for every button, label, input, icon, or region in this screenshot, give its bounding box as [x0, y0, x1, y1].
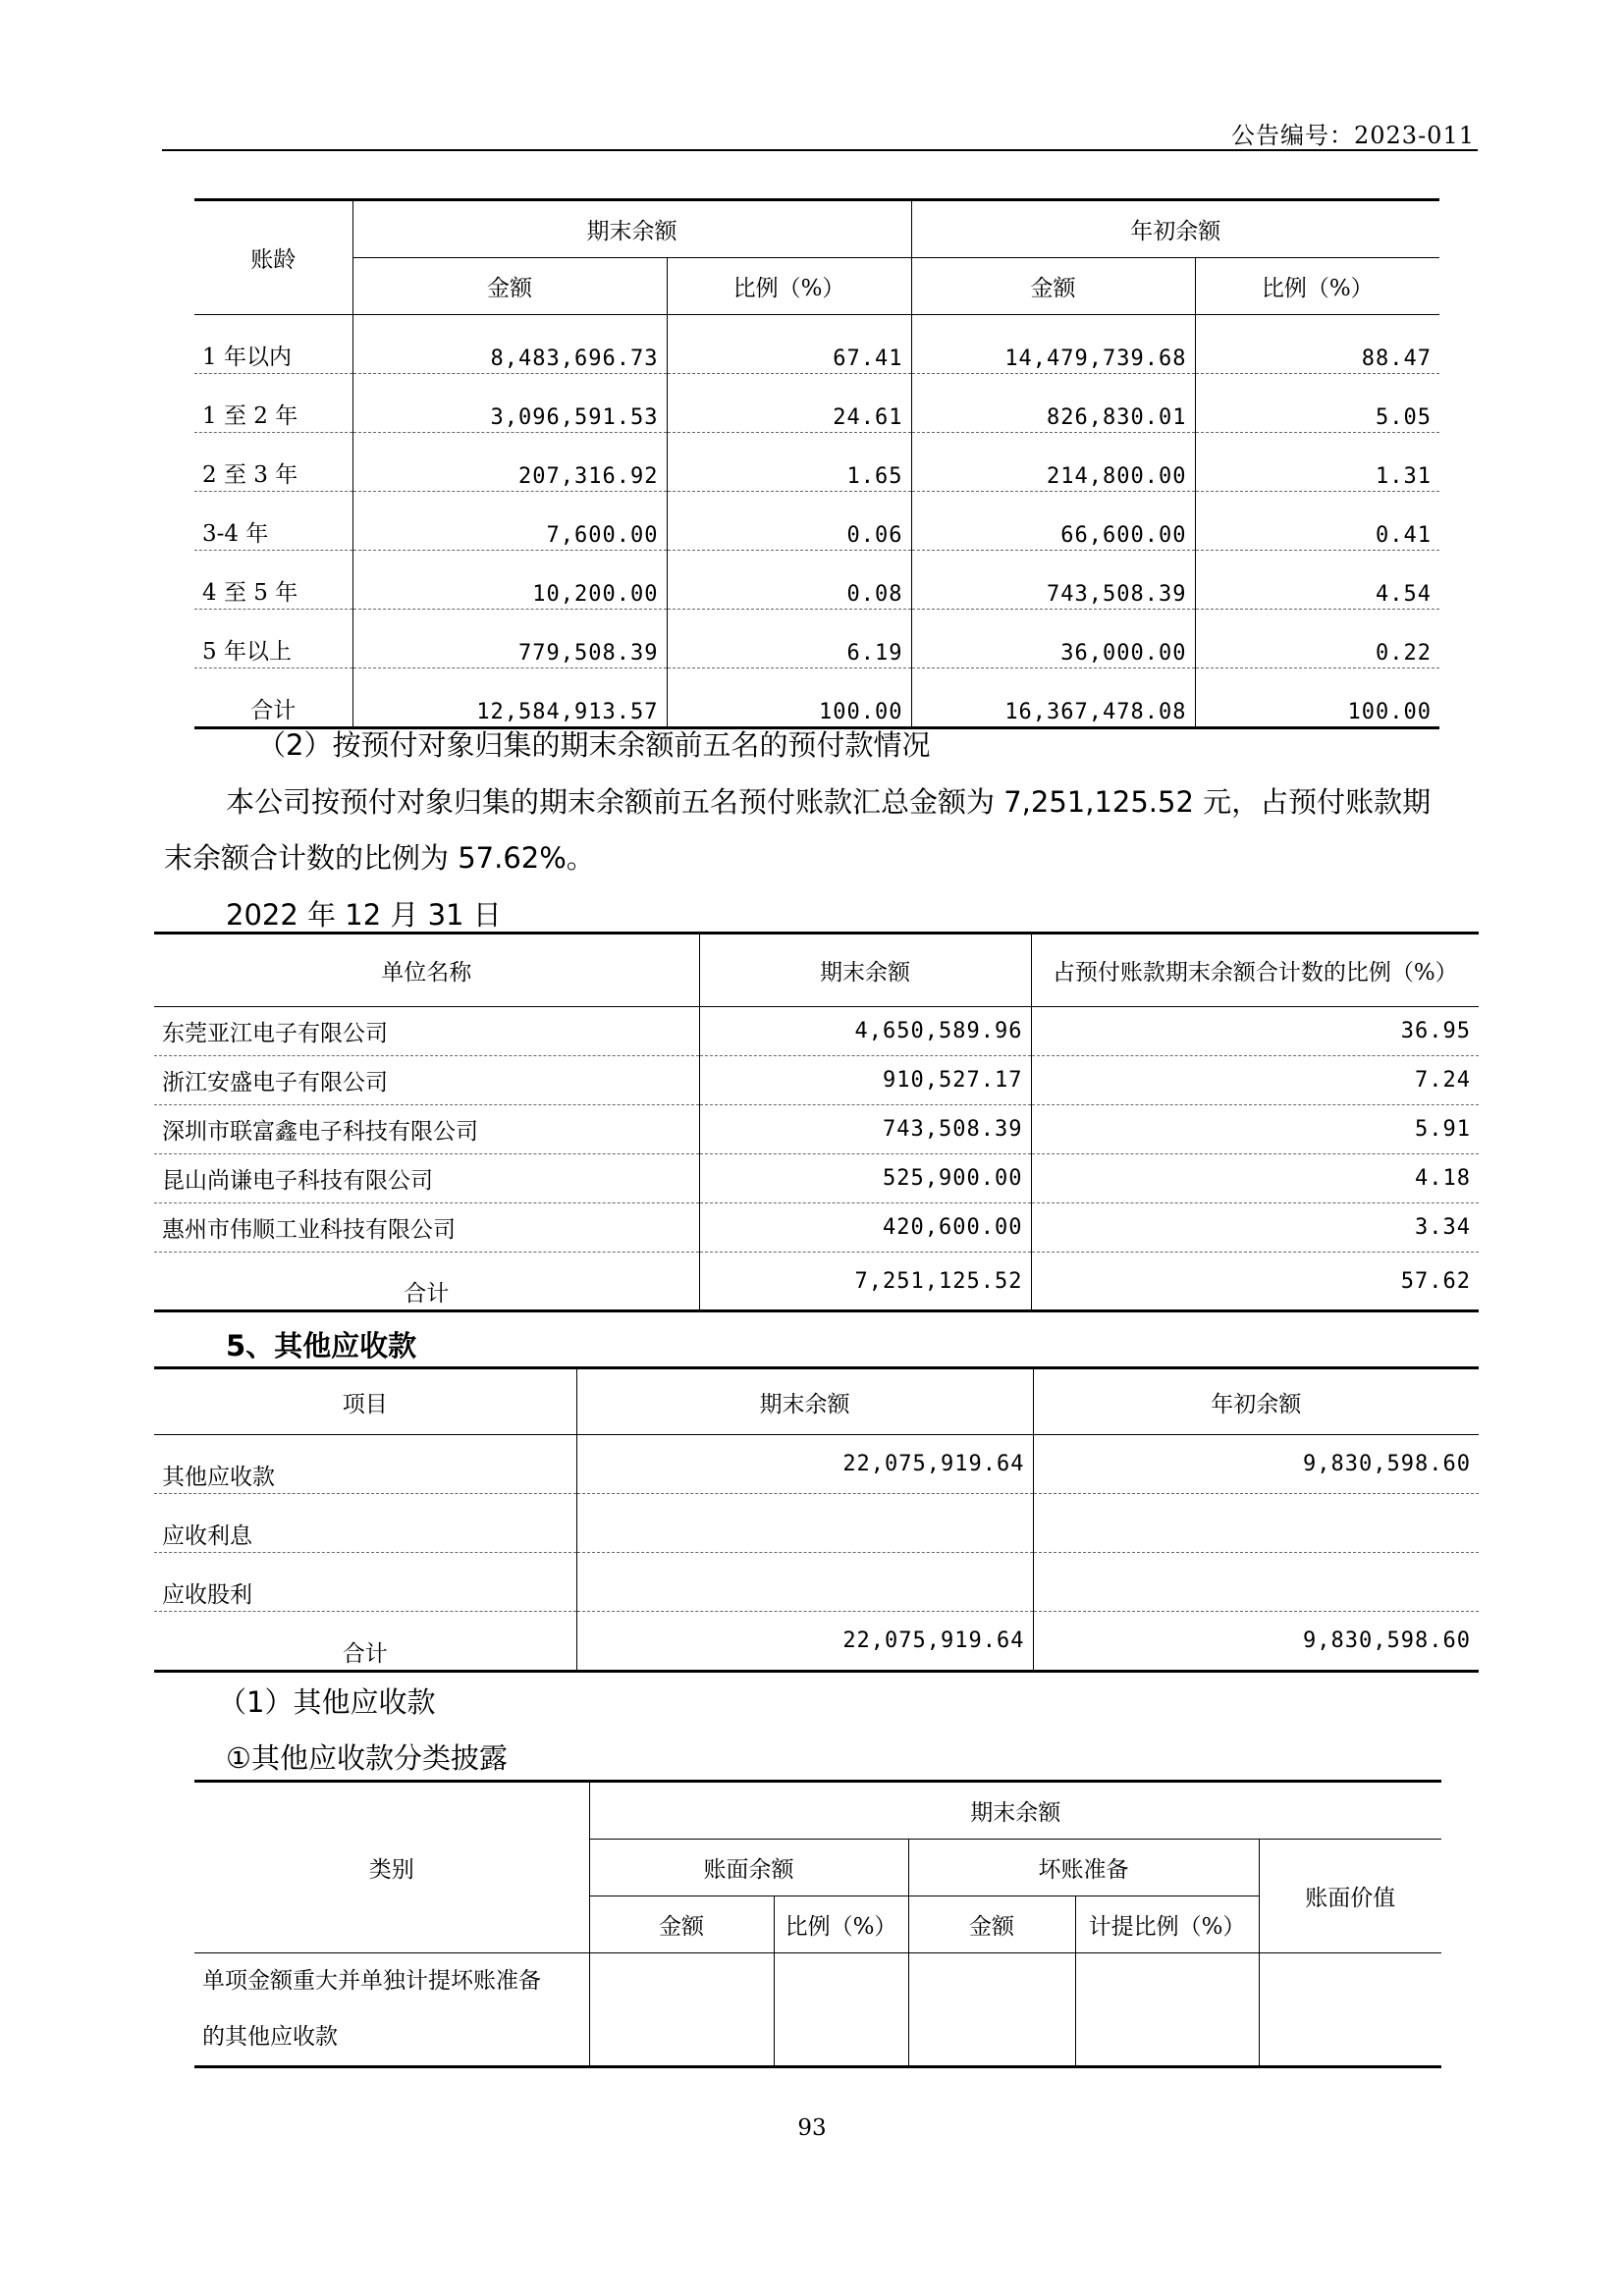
unit-name-cell: 东莞亚江电子有限公司	[154, 1007, 699, 1056]
header-accrual-ratio: 计提比例（%）	[1075, 1896, 1259, 1953]
unit-name-cell: 浙江安盛电子有限公司	[154, 1056, 699, 1105]
begin-ratio-cell: 4.54	[1195, 551, 1439, 610]
total-ratio: 57.62	[1031, 1253, 1479, 1311]
amount-cell: 525,900.00	[699, 1154, 1031, 1203]
age-cell: 3-4 年	[194, 492, 352, 551]
total-row	[154, 1253, 1479, 1311]
begin-amount-cell: 826,830.01	[911, 374, 1195, 433]
begin-ratio-cell: 5.05	[1195, 374, 1439, 433]
item-cell: 其他应收款	[154, 1435, 576, 1494]
category-line2: 的其他应收款	[202, 2024, 338, 2050]
header-bad-amount: 金额	[908, 1896, 1075, 1953]
empty-cell	[774, 1953, 908, 2067]
end-amount-cell: 779,508.39	[352, 610, 667, 668]
header-end-ratio: 比例（%）	[667, 258, 911, 315]
header-begin-balance: 年初余额	[911, 200, 1439, 258]
report-date: 2022 年 12 月 31 日	[226, 898, 502, 932]
table-row	[154, 1007, 1479, 1056]
end-cell	[576, 1553, 1033, 1612]
table-row	[194, 433, 1439, 492]
header-end-balance: 期末余额	[352, 200, 911, 258]
empty-cell	[1075, 1953, 1259, 2067]
begin-ratio-cell: 0.41	[1195, 492, 1439, 551]
begin-cell	[1033, 1553, 1479, 1612]
amount-cell: 4,650,589.96	[699, 1007, 1031, 1056]
total-row	[194, 668, 1439, 728]
header-begin-amount: 金额	[911, 258, 1195, 315]
end-ratio-cell: 24.61	[667, 374, 911, 433]
empty-cell	[589, 1953, 774, 2067]
end-ratio-cell: 6.19	[667, 610, 911, 668]
end-ratio-cell: 0.08	[667, 551, 911, 610]
end-ratio-cell: 0.06	[667, 492, 911, 551]
age-cell: 5 年以上	[194, 610, 352, 668]
empty-cell	[1259, 1953, 1441, 2067]
total-begin: 9,830,598.60	[1033, 1612, 1479, 1672]
item-cell: 应收利息	[154, 1494, 576, 1553]
table-row	[194, 551, 1439, 610]
total-end-amount: 12,584,913.57	[352, 668, 667, 728]
header-book-amount: 金额	[589, 1896, 774, 1953]
other-receivables-heading: 5、其他应收款	[226, 1329, 417, 1362]
header-age: 账龄	[194, 200, 352, 315]
end-amount-cell: 10,200.00	[352, 551, 667, 610]
table-row	[154, 1494, 1479, 1553]
ratio-cell: 5.91	[1031, 1105, 1479, 1154]
amount-cell: 743,508.39	[699, 1105, 1031, 1154]
total-end-ratio: 100.00	[667, 668, 911, 728]
table-row	[154, 1105, 1479, 1154]
end-cell	[576, 1494, 1033, 1553]
table-row	[194, 315, 1439, 374]
end-ratio-cell: 1.65	[667, 433, 911, 492]
ratio-cell: 36.95	[1031, 1007, 1479, 1056]
header-rule	[162, 149, 1478, 151]
header-end-balance: 期末余额	[699, 934, 1031, 1007]
age-cell: 4 至 5 年	[194, 551, 352, 610]
table-row	[154, 1203, 1479, 1253]
table-row	[154, 1553, 1479, 1612]
prepay-paragraph-line1: 本公司按预付对象归集的期末余额前五名预付账款汇总金额为 7,251,125.52 元，占预付账款期	[226, 785, 1432, 819]
total-begin-ratio: 100.00	[1195, 668, 1439, 728]
end-amount-cell: 8,483,696.73	[352, 315, 667, 374]
begin-amount-cell: 14,479,739.68	[911, 315, 1195, 374]
header-end-balance: 期末余额	[576, 1368, 1033, 1435]
ratio-cell: 4.18	[1031, 1154, 1479, 1203]
sub-heading-2: ①其他应收款分类披露	[226, 1741, 508, 1775]
table-row	[194, 374, 1439, 433]
end-amount-cell: 3,096,591.53	[352, 374, 667, 433]
unit-name-cell: 昆山尚谦电子科技有限公司	[154, 1154, 699, 1203]
begin-amount-cell: 36,000.00	[911, 610, 1195, 668]
end-amount-cell: 7,600.00	[352, 492, 667, 551]
total-label: 合计	[342, 1641, 388, 1667]
table-row	[154, 1435, 1479, 1494]
table-row	[154, 1056, 1479, 1105]
total-end: 22,075,919.64	[576, 1612, 1033, 1672]
total-label: 合计	[250, 698, 297, 723]
ratio-cell: 7.24	[1031, 1056, 1479, 1105]
end-ratio-cell: 67.41	[667, 315, 911, 374]
empty-cell	[908, 1953, 1075, 2067]
category-disclosure-table	[194, 1780, 1441, 2068]
age-cell: 2 至 3 年	[194, 433, 352, 492]
begin-ratio-cell: 0.22	[1195, 610, 1439, 668]
prepay-heading: （2）按预付对象归集的期末余额前五名的预付款情况	[257, 728, 931, 762]
header-bad-debt: 坏账准备	[908, 1840, 1259, 1896]
header-begin-balance: 年初余额	[1033, 1368, 1479, 1435]
amount-cell: 420,600.00	[699, 1203, 1031, 1253]
other-receivables-table	[154, 1366, 1479, 1673]
begin-ratio-cell: 88.47	[1195, 315, 1439, 374]
begin-ratio-cell: 1.31	[1195, 433, 1439, 492]
begin-amount-cell: 214,800.00	[911, 433, 1195, 492]
age-cell: 1 至 2 年	[194, 374, 352, 433]
end-amount-cell: 207,316.92	[352, 433, 667, 492]
top5-prepay-table	[154, 932, 1479, 1312]
amount-cell: 910,527.17	[699, 1056, 1031, 1105]
header-begin-ratio: 比例（%）	[1195, 258, 1439, 315]
total-amount: 7,251,125.52	[699, 1253, 1031, 1311]
item-cell: 应收股利	[154, 1553, 576, 1612]
header-ratio: 占预付账款期末余额合计数的比例（%）	[1031, 934, 1479, 1007]
ratio-cell: 3.34	[1031, 1203, 1479, 1253]
table-row	[194, 1953, 1441, 2067]
begin-cell	[1033, 1494, 1479, 1553]
aging-table	[194, 198, 1439, 729]
table-row	[154, 1154, 1479, 1203]
header-book-ratio: 比例（%）	[774, 1896, 908, 1953]
header-book-balance: 账面余额	[589, 1840, 908, 1896]
header-category: 类别	[194, 1782, 589, 1953]
unit-name-cell: 惠州市伟顺工业科技有限公司	[154, 1203, 699, 1253]
unit-name-cell: 深圳市联富鑫电子科技有限公司	[154, 1105, 699, 1154]
prepay-paragraph-line2: 末余额合计数的比例为 57.62%。	[164, 841, 595, 875]
header-unit-name: 单位名称	[154, 934, 699, 1007]
begin-amount-cell: 66,600.00	[911, 492, 1195, 551]
begin-amount-cell: 743,508.39	[911, 551, 1195, 610]
sub-heading-1: （1）其他应收款	[218, 1685, 436, 1719]
end-cell: 22,075,919.64	[576, 1435, 1033, 1494]
header-end-balance: 期末余额	[589, 1782, 1441, 1840]
total-label: 合计	[404, 1281, 450, 1307]
category-line1: 单项金额重大并单独计提坏账准备	[202, 1968, 541, 1994]
total-begin-amount: 16,367,478.08	[911, 668, 1195, 728]
table-row	[194, 610, 1439, 668]
begin-cell: 9,830,598.60	[1033, 1435, 1479, 1494]
total-row	[154, 1612, 1479, 1672]
table-row	[194, 492, 1439, 551]
header-end-amount: 金额	[352, 258, 667, 315]
header-book-value: 账面价值	[1259, 1840, 1441, 1953]
announcement-number: 公告编号：2023-011	[1231, 122, 1475, 149]
page-number: 93	[797, 2115, 827, 2141]
age-cell: 1 年以内	[194, 315, 352, 374]
category-cell	[194, 1953, 589, 2067]
header-item: 项目	[154, 1368, 576, 1435]
